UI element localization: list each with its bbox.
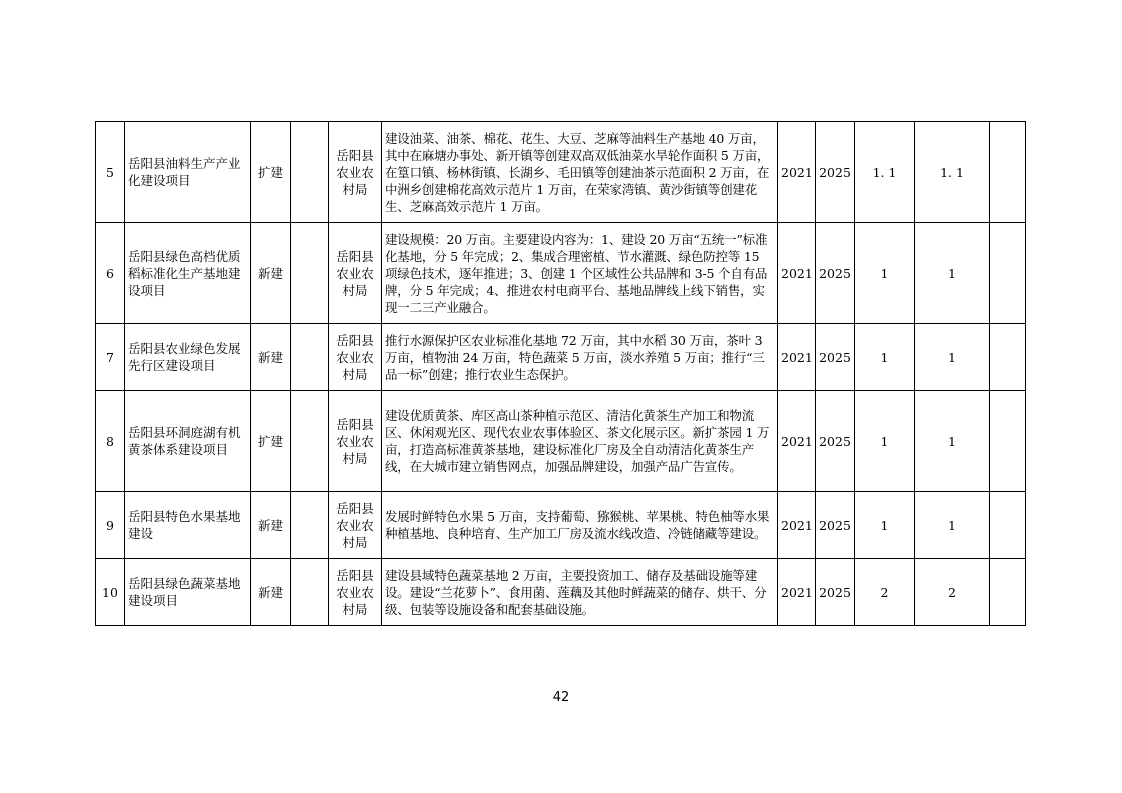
table-row <box>96 223 1026 324</box>
start-year: 2021 <box>778 223 816 324</box>
end-year: 2025 <box>816 391 855 492</box>
empty-cell <box>291 324 329 391</box>
table-row <box>96 324 1026 391</box>
planned-investment: 1. 1 <box>915 122 990 223</box>
empty-cell <box>291 122 329 223</box>
end-year: 2025 <box>816 122 855 223</box>
empty-cell <box>990 223 1026 324</box>
project-table <box>95 121 1026 626</box>
end-year: 2025 <box>816 492 855 559</box>
construction-type: 新建 <box>251 324 291 391</box>
empty-cell <box>291 391 329 492</box>
total-investment: 1 <box>855 391 915 492</box>
project-name: 岳阳县油料生产产业化建设项目 <box>125 122 251 223</box>
row-number: 8 <box>96 391 125 492</box>
empty-cell <box>990 559 1026 626</box>
responsible-unit: 岳阳县农业农村局 <box>329 391 382 492</box>
row-number: 7 <box>96 324 125 391</box>
table-row <box>96 492 1026 559</box>
planned-investment: 1 <box>915 324 990 391</box>
responsible-unit: 岳阳县农业农村局 <box>329 492 382 559</box>
total-investment: 1 <box>855 223 915 324</box>
construction-type: 新建 <box>251 559 291 626</box>
start-year: 2021 <box>778 559 816 626</box>
empty-cell <box>990 391 1026 492</box>
table-row <box>96 122 1026 223</box>
responsible-unit: 岳阳县农业农村局 <box>329 223 382 324</box>
empty-cell <box>990 492 1026 559</box>
responsible-unit: 岳阳县农业农村局 <box>329 559 382 626</box>
start-year: 2021 <box>778 391 816 492</box>
table-row <box>96 559 1026 626</box>
project-content: 建设县域特色蔬菜基地 2 万亩，主要投资加工、储存及基础设施等建设。建设“兰花萝卜”、食用菌、莲藕及其他时鲜蔬菜的储存、烘干、分级、包装等设施设备和配套基础设施。 <box>382 559 778 626</box>
construction-type: 扩建 <box>251 391 291 492</box>
start-year: 2021 <box>778 122 816 223</box>
construction-type: 新建 <box>251 492 291 559</box>
row-number: 10 <box>96 559 125 626</box>
planned-investment: 1 <box>915 391 990 492</box>
end-year: 2025 <box>816 324 855 391</box>
project-content: 建设优质黄茶、库区高山茶种植示范区、清洁化黄茶生产加工和物流区、休闲观光区、现代农业农事体验区、茶文化展示区。新扩茶园 1 万亩，打造高标准黄茶基地，建设标准化厂房及全自动清洁化黄茶生产线，在大城市建立销售网点，加强品牌建设，加强产品广告宣传。 <box>382 391 778 492</box>
project-content: 建设规模：20 万亩。主要建设内容为：1、建设 20 万亩“五统一”标准化基地，分 5 年完成；2、集成合理密植、节水灌溉、绿色防控等 15 项绿色技术，逐年推进；3、创建 1 个区域性公共品牌和 3-5 个自有品牌，分 5 年完成；4、推进农村电商平台、基地品牌线上线下销售，实现一二三产业融合。 <box>382 223 778 324</box>
project-name: 岳阳县环洞庭湖有机黄茶体系建设项目 <box>125 391 251 492</box>
empty-cell <box>990 324 1026 391</box>
row-number: 9 <box>96 492 125 559</box>
end-year: 2025 <box>816 223 855 324</box>
responsible-unit: 岳阳县农业农村局 <box>329 122 382 223</box>
project-name: 岳阳县绿色高档优质稻标准化生产基地建设项目 <box>125 223 251 324</box>
start-year: 2021 <box>778 324 816 391</box>
empty-cell <box>291 492 329 559</box>
construction-type: 新建 <box>251 223 291 324</box>
construction-type: 扩建 <box>251 122 291 223</box>
project-name: 岳阳县农业绿色发展先行区建设项目 <box>125 324 251 391</box>
planned-investment: 1 <box>915 223 990 324</box>
empty-cell <box>291 223 329 324</box>
project-content: 发展时鲜特色水果 5 万亩，支持葡萄、猕猴桃、苹果桃、特色柚等水果种植基地、良种培育、生产加工厂房及流水线改造、冷链储藏等建设。 <box>382 492 778 559</box>
responsible-unit: 岳阳县农业农村局 <box>329 324 382 391</box>
row-number: 6 <box>96 223 125 324</box>
table-row <box>96 391 1026 492</box>
project-content: 推行水源保护区农业标准化基地 72 万亩，其中水稻 30 万亩，茶叶 3 万亩，植物油 24 万亩，特色蔬菜 5 万亩，淡水养殖 5 万亩；推行“三品一标”创建；推行农业生态保护。 <box>382 324 778 391</box>
total-investment: 1 <box>855 324 915 391</box>
total-investment: 2 <box>855 559 915 626</box>
planned-investment: 2 <box>915 559 990 626</box>
row-number: 5 <box>96 122 125 223</box>
project-name: 岳阳县绿色蔬菜基地建设项目 <box>125 559 251 626</box>
empty-cell <box>291 559 329 626</box>
total-investment: 1. 1 <box>855 122 915 223</box>
start-year: 2021 <box>778 492 816 559</box>
empty-cell <box>990 122 1026 223</box>
page-number: 42 <box>552 690 570 705</box>
total-investment: 1 <box>855 492 915 559</box>
planned-investment: 1 <box>915 492 990 559</box>
project-name: 岳阳县特色水果基地建设 <box>125 492 251 559</box>
end-year: 2025 <box>816 559 855 626</box>
project-content: 建设油菜、油茶、棉花、花生、大豆、芝麻等油料生产基地 40 万亩，其中在麻塘办事处、新开镇等创建双高双低油菜水旱轮作面积 5 万亩，在篁口镇、杨林街镇、长湖乡、毛田镇等创建油茶示范面积 2 万亩，在中洲乡创建棉花高效示范片 1 万亩，在荣家湾镇、黄沙街镇等创建花生、芝麻高效示范片 1 万亩。 <box>382 122 778 223</box>
